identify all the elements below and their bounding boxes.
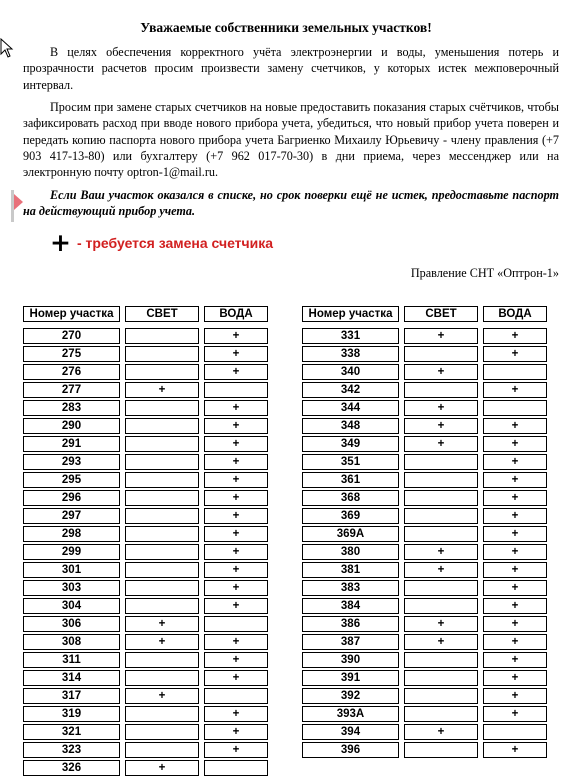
plot-number-cell: 293: [23, 454, 120, 470]
electricity-cell: [125, 508, 199, 524]
water-cell: +: [483, 688, 547, 704]
electricity-cell: [404, 706, 478, 722]
water-cell: +: [483, 508, 547, 524]
water-cell: +: [204, 328, 268, 344]
electricity-cell: [404, 670, 478, 686]
electricity-cell: [404, 580, 478, 596]
header-plot-number: Номер участка: [302, 306, 399, 322]
water-cell: +: [483, 490, 547, 506]
table-row: [302, 562, 547, 578]
plot-number-cell: 396: [302, 742, 399, 758]
electricity-cell: [404, 652, 478, 668]
plot-number-cell: 299: [23, 544, 120, 560]
plot-number-cell: 387: [302, 634, 399, 650]
electricity-cell: [404, 742, 478, 758]
plot-number-cell: 306: [23, 616, 120, 632]
table-row: [302, 346, 547, 362]
water-cell: +: [483, 544, 547, 560]
header-water: ВОДА: [204, 306, 268, 322]
legend-text: - требуется замена счетчика: [76, 235, 274, 251]
electricity-cell: [125, 418, 199, 434]
electricity-cell: +: [404, 562, 478, 578]
plot-number-cell: 314: [23, 670, 120, 686]
header-electricity: СВЕТ: [125, 306, 199, 322]
water-cell: [204, 688, 268, 704]
water-cell: +: [204, 508, 268, 524]
electricity-cell: [125, 472, 199, 488]
plot-number-cell: 275: [23, 346, 120, 362]
water-cell: +: [483, 436, 547, 452]
plot-number-cell: 290: [23, 418, 120, 434]
table-row: [23, 472, 268, 488]
water-cell: +: [204, 526, 268, 542]
table-header-row: [302, 306, 547, 322]
electricity-cell: [125, 400, 199, 416]
meters-table-left: [18, 304, 273, 778]
electricity-cell: [404, 382, 478, 398]
plot-number-cell: 297: [23, 508, 120, 524]
table-row: [302, 706, 547, 722]
electricity-cell: [125, 544, 199, 560]
electricity-cell: [125, 652, 199, 668]
table-row: [302, 364, 547, 380]
table-row: [302, 472, 547, 488]
electricity-cell: +: [404, 364, 478, 380]
electricity-cell: [404, 490, 478, 506]
plot-number-cell: 340: [302, 364, 399, 380]
plot-number-cell: 338: [302, 346, 399, 362]
electricity-cell: [125, 580, 199, 596]
table-row: [23, 508, 268, 524]
table-row: [23, 742, 268, 758]
table-row: [302, 544, 547, 560]
water-cell: +: [204, 562, 268, 578]
plot-number-cell: 391: [302, 670, 399, 686]
water-cell: +: [483, 526, 547, 542]
plot-number-cell: 283: [23, 400, 120, 416]
plot-number-cell: 349: [302, 436, 399, 452]
electricity-cell: +: [404, 328, 478, 344]
table-row: [23, 688, 268, 704]
electricity-cell: [125, 526, 199, 542]
electricity-cell: [125, 742, 199, 758]
electricity-cell: [404, 472, 478, 488]
table-row: [302, 526, 547, 542]
signature: Правление СНТ «Оптрон-1»: [410, 266, 559, 280]
plot-number-cell: 331: [302, 328, 399, 344]
electricity-cell: [125, 562, 199, 578]
table-row: [23, 490, 268, 506]
plot-number-cell: 291: [23, 436, 120, 452]
plot-number-cell: 326: [23, 760, 120, 776]
table-row: [302, 382, 547, 398]
table-row: [23, 400, 268, 416]
intro-paragraph: В целях обеспечения корректного учёта электроэнергии и воды, уменьшения потерь и прозрачности расчетов просим произвести замену счетчиков, у которых истек межповерочный интервал.: [23, 45, 559, 92]
electricity-cell: [125, 454, 199, 470]
header-electricity: СВЕТ: [404, 306, 478, 322]
table-row: [302, 616, 547, 632]
water-cell: +: [483, 670, 547, 686]
electricity-cell: [125, 490, 199, 506]
water-cell: +: [483, 382, 547, 398]
water-cell: +: [483, 742, 547, 758]
table-row: [23, 706, 268, 722]
electricity-cell: +: [404, 400, 478, 416]
electricity-cell: [125, 670, 199, 686]
plot-number-cell: 301: [23, 562, 120, 578]
electricity-cell: [404, 688, 478, 704]
electricity-cell: [125, 706, 199, 722]
plot-number-cell: 383: [302, 580, 399, 596]
water-cell: +: [483, 634, 547, 650]
header-water: ВОДА: [483, 306, 547, 322]
bookmark-triangle-icon: [11, 190, 23, 222]
plot-number-cell: 384: [302, 598, 399, 614]
plot-number-cell: 380: [302, 544, 399, 560]
water-cell: [204, 382, 268, 398]
electricity-cell: [125, 346, 199, 362]
water-cell: +: [204, 346, 268, 362]
electricity-cell: [125, 436, 199, 452]
electricity-cell: +: [404, 616, 478, 632]
plot-number-cell: 296: [23, 490, 120, 506]
table-row: [23, 598, 268, 614]
plot-number-cell: 394: [302, 724, 399, 740]
table-row: [23, 652, 268, 668]
water-cell: [483, 364, 547, 380]
water-cell: +: [483, 454, 547, 470]
table-row: [302, 652, 547, 668]
water-cell: +: [204, 598, 268, 614]
water-cell: +: [483, 346, 547, 362]
table-row: [23, 616, 268, 632]
water-cell: +: [483, 472, 547, 488]
plot-number-cell: 270: [23, 328, 120, 344]
water-cell: +: [204, 454, 268, 470]
water-cell: +: [204, 670, 268, 686]
table-row: [23, 544, 268, 560]
table-row: [302, 598, 547, 614]
plot-number-cell: 308: [23, 634, 120, 650]
water-cell: +: [204, 364, 268, 380]
water-cell: +: [204, 400, 268, 416]
plot-number-cell: 303: [23, 580, 120, 596]
table-row: [302, 742, 547, 758]
table-row: [302, 634, 547, 650]
electricity-cell: +: [404, 436, 478, 452]
table-row: [302, 670, 547, 686]
plot-number-cell: 369А: [302, 526, 399, 542]
table-row: [302, 454, 547, 470]
table-header-row: [23, 306, 268, 322]
water-cell: +: [204, 436, 268, 452]
plot-number-cell: 344: [302, 400, 399, 416]
electricity-cell: +: [125, 616, 199, 632]
electricity-cell: +: [125, 760, 199, 776]
electricity-cell: +: [404, 634, 478, 650]
table-row: [23, 760, 268, 776]
plot-number-cell: 386: [302, 616, 399, 632]
electricity-cell: [125, 364, 199, 380]
water-cell: +: [483, 418, 547, 434]
plot-number-cell: 298: [23, 526, 120, 542]
mouse-pointer-icon: [0, 38, 14, 58]
water-cell: +: [204, 472, 268, 488]
legend-plus-icon: +: [50, 228, 71, 257]
plot-number-cell: 381: [302, 562, 399, 578]
water-cell: [483, 400, 547, 416]
table-row: [23, 634, 268, 650]
plot-number-cell: 351: [302, 454, 399, 470]
plot-number-cell: 277: [23, 382, 120, 398]
electricity-cell: [404, 508, 478, 524]
electricity-cell: +: [404, 724, 478, 740]
table-row: [23, 382, 268, 398]
instructions-paragraph: Просим при замене старых счетчиков на новые предоставить показания старых счётчиков, чтобы зафиксировать расход при вводе нового прибора учета, убедиться, что новый прибор учета поверен и передать копию паспорта нового прибора учета Багриенко Михаилу Юрьевичу - члену правления (+7 903 417-13-80) или бухгалтеру (+7 962 017-70-30) в дни приема, через мессенджер или на электронную почту optron-1@mail.ru.: [23, 100, 559, 180]
water-cell: [204, 760, 268, 776]
water-cell: +: [483, 652, 547, 668]
plot-number-cell: 319: [23, 706, 120, 722]
water-cell: +: [483, 706, 547, 722]
plot-number-cell: 317: [23, 688, 120, 704]
table-row: [23, 436, 268, 452]
water-cell: +: [204, 418, 268, 434]
legend: [50, 228, 274, 257]
header-plot-number: Номер участка: [23, 306, 120, 322]
table-row: [302, 436, 547, 452]
table-row: [302, 400, 547, 416]
table-row: [302, 688, 547, 704]
plot-number-cell: 392: [302, 688, 399, 704]
plot-number-cell: 311: [23, 652, 120, 668]
plot-number-cell: 295: [23, 472, 120, 488]
plot-number-cell: 321: [23, 724, 120, 740]
electricity-cell: [125, 328, 199, 344]
table-row: [23, 562, 268, 578]
water-cell: +: [483, 580, 547, 596]
plot-number-cell: 390: [302, 652, 399, 668]
table-row: [23, 526, 268, 542]
water-cell: [483, 724, 547, 740]
water-cell: +: [483, 328, 547, 344]
electricity-cell: [404, 526, 478, 542]
electricity-cell: [404, 598, 478, 614]
table-row: [302, 490, 547, 506]
table-row: [23, 346, 268, 362]
document-title: Уважаемые собственники земельных участков!: [140, 20, 432, 35]
water-cell: +: [483, 562, 547, 578]
table-row: [302, 724, 547, 740]
plot-number-cell: 393А: [302, 706, 399, 722]
table-row: [23, 454, 268, 470]
plot-number-cell: 369: [302, 508, 399, 524]
table-row: [302, 328, 547, 344]
water-cell: +: [204, 724, 268, 740]
plot-number-cell: 276: [23, 364, 120, 380]
water-cell: +: [483, 598, 547, 614]
plot-number-cell: 323: [23, 742, 120, 758]
electricity-cell: [404, 346, 478, 362]
electricity-cell: +: [404, 544, 478, 560]
electricity-cell: +: [125, 688, 199, 704]
electricity-cell: +: [125, 382, 199, 398]
electricity-cell: [125, 598, 199, 614]
table-row: [23, 418, 268, 434]
table-row: [23, 670, 268, 686]
water-cell: +: [204, 706, 268, 722]
plot-number-cell: 361: [302, 472, 399, 488]
water-cell: +: [204, 544, 268, 560]
electricity-cell: +: [125, 634, 199, 650]
water-cell: +: [204, 742, 268, 758]
plot-number-cell: 304: [23, 598, 120, 614]
note-paragraph: Если Ваш участок оказался в списке, но срок поверки ещё не истек, предоставьте паспорт на действующий прибор учета.: [23, 188, 559, 219]
electricity-cell: +: [404, 418, 478, 434]
plot-number-cell: 368: [302, 490, 399, 506]
table-row: [302, 418, 547, 434]
water-cell: +: [204, 580, 268, 596]
table-row: [302, 580, 547, 596]
water-cell: [204, 616, 268, 632]
water-cell: +: [483, 616, 547, 632]
plot-number-cell: 348: [302, 418, 399, 434]
water-cell: +: [204, 634, 268, 650]
water-cell: +: [204, 652, 268, 668]
table-row: [23, 328, 268, 344]
electricity-cell: [404, 454, 478, 470]
meters-table-right: [297, 304, 552, 760]
electricity-cell: [125, 724, 199, 740]
table-row: [302, 508, 547, 524]
table-row: [23, 364, 268, 380]
plot-number-cell: 342: [302, 382, 399, 398]
table-row: [23, 724, 268, 740]
table-row: [23, 580, 268, 596]
water-cell: +: [204, 490, 268, 506]
